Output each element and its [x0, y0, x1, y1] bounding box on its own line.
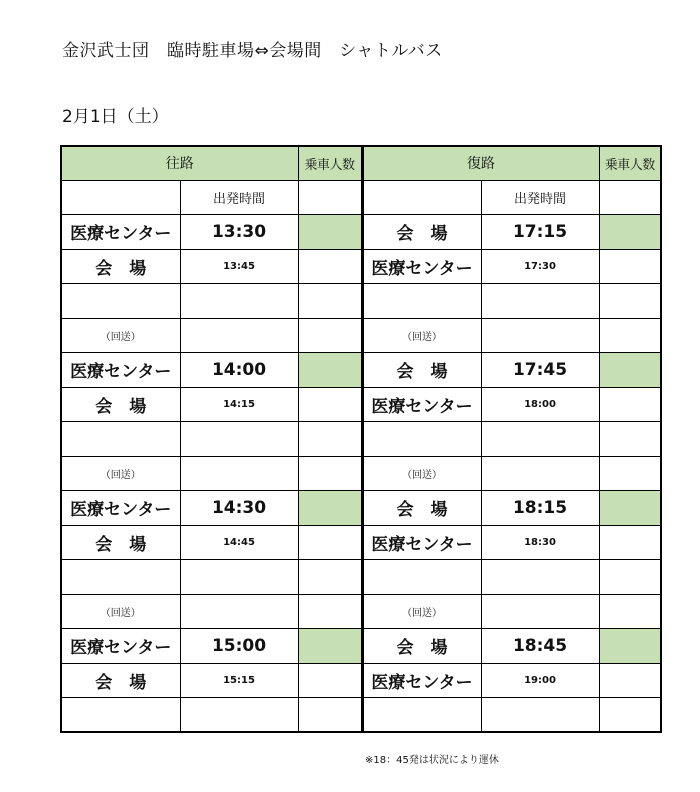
return-passengers-header: 乗車人数	[599, 146, 661, 180]
outbound-arrival-time: 13:45	[180, 249, 298, 284]
departure-row	[61, 491, 661, 526]
return-note: （回送）	[362, 456, 481, 491]
passenger-count-cell	[298, 284, 362, 319]
arrival-row	[61, 663, 661, 698]
passenger-count-cell	[599, 215, 661, 250]
outbound-passengers-header: 乗車人数	[298, 146, 362, 180]
passenger-count-cell	[599, 560, 661, 595]
passenger-count-cell	[599, 180, 661, 215]
arrival-row	[61, 525, 661, 560]
return-destination: 医療センター	[362, 525, 481, 560]
passenger-count-cell	[298, 698, 362, 733]
passenger-count-cell	[599, 698, 661, 733]
return-origin: 会 場	[362, 215, 481, 250]
empty-cell	[362, 698, 481, 733]
outbound-destination: 会 場	[61, 663, 180, 698]
departure-time-header: 出発時間	[481, 180, 599, 215]
outbound-departure-time: 13:30	[180, 215, 298, 250]
outbound-origin: 医療センター	[61, 215, 180, 250]
empty-cell	[362, 284, 481, 319]
shuttle-timetable	[60, 145, 662, 733]
note-row	[61, 594, 661, 629]
empty-cell	[180, 560, 298, 595]
spacer-row	[61, 284, 661, 319]
outbound-origin: 医療センター	[61, 491, 180, 526]
outbound-note: （回送）	[61, 594, 180, 629]
departure-row	[61, 353, 661, 388]
spacer-row	[61, 698, 661, 733]
passenger-count-cell	[298, 387, 362, 422]
return-note: （回送）	[362, 318, 481, 353]
empty-cell	[481, 560, 599, 595]
passenger-count-cell	[298, 663, 362, 698]
return-arrival-time: 18:30	[481, 525, 599, 560]
passenger-count-cell	[298, 491, 362, 526]
outbound-destination: 会 場	[61, 249, 180, 284]
arrival-row	[61, 249, 661, 284]
empty-cell	[180, 422, 298, 457]
return-destination: 医療センター	[362, 249, 481, 284]
empty-cell	[61, 180, 180, 215]
empty-cell	[180, 594, 298, 629]
empty-cell	[481, 422, 599, 457]
return-departure-time: 17:45	[481, 353, 599, 388]
departure-row	[61, 215, 661, 250]
outbound-destination: 会 場	[61, 387, 180, 422]
passenger-count-cell	[298, 249, 362, 284]
outbound-departure-time: 14:30	[180, 491, 298, 526]
return-departure-time: 18:45	[481, 629, 599, 664]
empty-cell	[362, 180, 481, 215]
passenger-count-cell	[599, 629, 661, 664]
arrival-row	[61, 387, 661, 422]
return-destination: 医療センター	[362, 663, 481, 698]
return-origin: 会 場	[362, 491, 481, 526]
passenger-count-cell	[599, 525, 661, 560]
empty-cell	[61, 422, 180, 457]
empty-cell	[180, 456, 298, 491]
empty-cell	[481, 318, 599, 353]
return-header: 復路	[362, 146, 599, 180]
passenger-count-cell	[599, 456, 661, 491]
return-note: （回送）	[362, 594, 481, 629]
return-arrival-time: 18:00	[481, 387, 599, 422]
passenger-count-cell	[298, 318, 362, 353]
departure-row	[61, 629, 661, 664]
passenger-count-cell	[298, 422, 362, 457]
empty-cell	[61, 698, 180, 733]
passenger-count-cell	[298, 629, 362, 664]
passenger-count-cell	[298, 594, 362, 629]
passenger-count-cell	[599, 387, 661, 422]
passenger-count-cell	[298, 215, 362, 250]
note-row	[61, 318, 661, 353]
empty-cell	[61, 560, 180, 595]
passenger-count-cell	[298, 456, 362, 491]
passenger-count-cell	[298, 560, 362, 595]
empty-cell	[180, 284, 298, 319]
passenger-count-cell	[599, 594, 661, 629]
empty-cell	[180, 318, 298, 353]
passenger-count-cell	[599, 318, 661, 353]
return-arrival-time: 17:30	[481, 249, 599, 284]
passenger-count-cell	[599, 422, 661, 457]
outbound-arrival-time: 14:15	[180, 387, 298, 422]
outbound-departure-time: 15:00	[180, 629, 298, 664]
header-row	[61, 146, 661, 180]
return-origin: 会 場	[362, 629, 481, 664]
passenger-count-cell	[298, 180, 362, 215]
note-row	[61, 456, 661, 491]
empty-cell	[61, 284, 180, 319]
return-departure-time: 18:15	[481, 491, 599, 526]
passenger-count-cell	[599, 284, 661, 319]
footnote: ※18：45発は状況により運休	[365, 755, 499, 766]
schedule-date: 2月1日（土）	[62, 107, 169, 127]
outbound-destination: 会 場	[61, 525, 180, 560]
outbound-origin: 医療センター	[61, 629, 180, 664]
empty-cell	[481, 456, 599, 491]
empty-cell	[362, 560, 481, 595]
passenger-count-cell	[599, 249, 661, 284]
spacer-row	[61, 560, 661, 595]
subheader-row	[61, 180, 661, 215]
passenger-count-cell	[599, 353, 661, 388]
outbound-departure-time: 14:00	[180, 353, 298, 388]
empty-cell	[362, 422, 481, 457]
outbound-origin: 医療センター	[61, 353, 180, 388]
return-arrival-time: 19:00	[481, 663, 599, 698]
outbound-arrival-time: 15:15	[180, 663, 298, 698]
empty-cell	[481, 698, 599, 733]
outbound-header: 往路	[61, 146, 298, 180]
passenger-count-cell	[298, 525, 362, 560]
passenger-count-cell	[298, 353, 362, 388]
return-origin: 会 場	[362, 353, 481, 388]
spacer-row	[61, 422, 661, 457]
return-destination: 医療センター	[362, 387, 481, 422]
passenger-count-cell	[599, 663, 661, 698]
outbound-arrival-time: 14:45	[180, 525, 298, 560]
outbound-note: （回送）	[61, 456, 180, 491]
return-departure-time: 17:15	[481, 215, 599, 250]
empty-cell	[180, 698, 298, 733]
outbound-note: （回送）	[61, 318, 180, 353]
empty-cell	[481, 594, 599, 629]
page-title: 金沢武士団 臨時駐車場⇔会場間 シャトルバス	[62, 41, 443, 61]
departure-time-header: 出発時間	[180, 180, 298, 215]
passenger-count-cell	[599, 491, 661, 526]
empty-cell	[481, 284, 599, 319]
